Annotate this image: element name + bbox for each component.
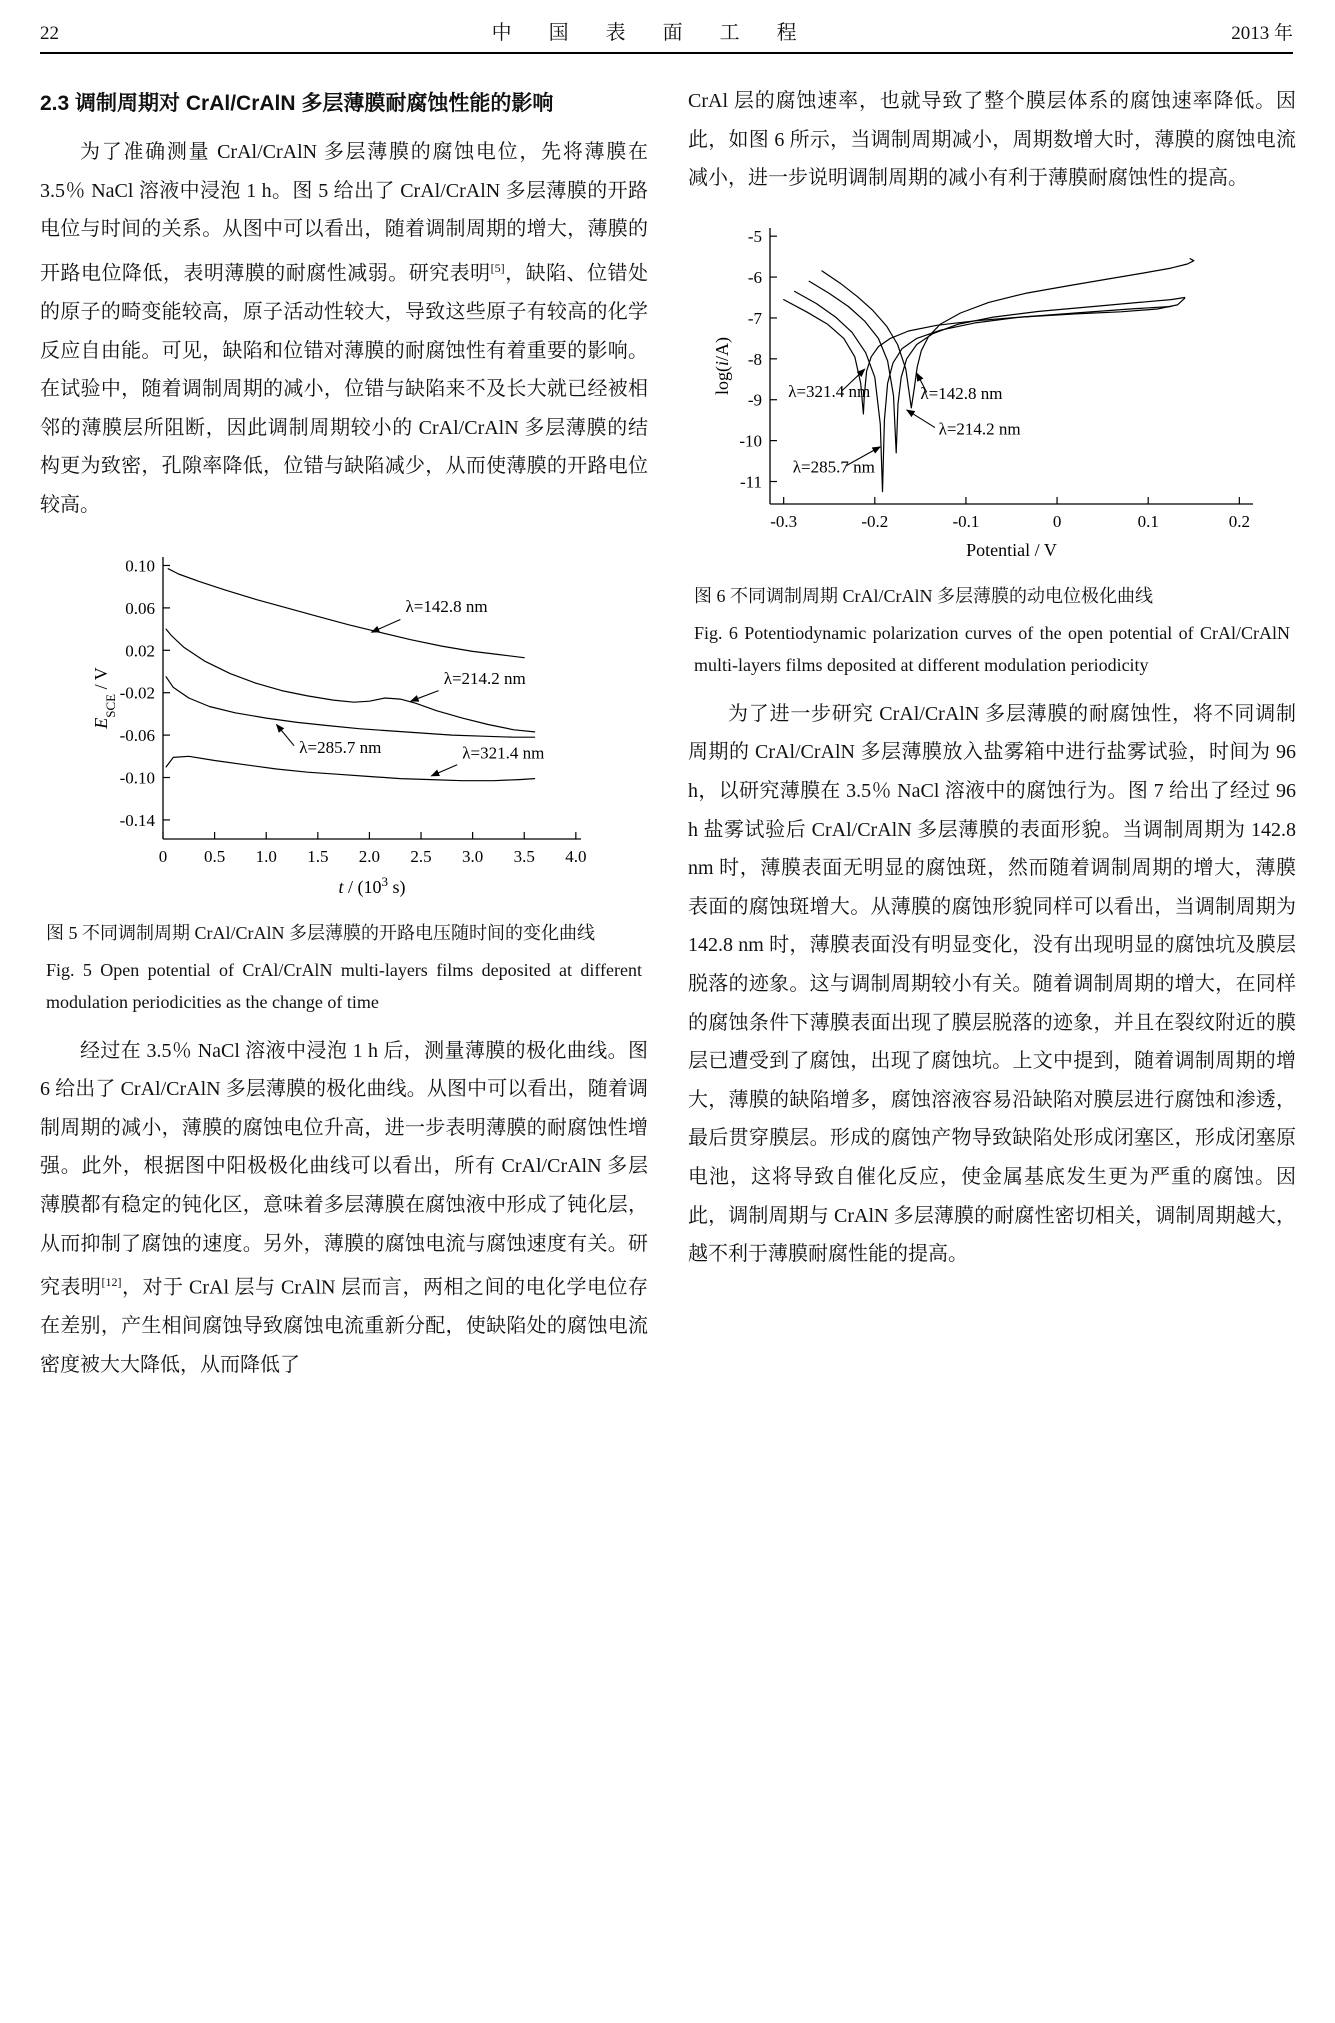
section-heading: 2.3 调制周期对 CrAl/CrAlN 多层薄膜耐腐蚀性能的影响 [40, 92, 554, 115]
svg-text:λ=285.7 nm: λ=285.7 nm [299, 737, 382, 757]
svg-text:4.0: 4.0 [565, 846, 587, 866]
svg-text:λ=321.4 nm: λ=321.4 nm [787, 381, 870, 401]
paragraph-left-1 [40, 133, 648, 525]
paragraph-right-2: 为了进一步研究 CrAl/CrAlN 多层薄膜的耐腐蚀性，将不同调制周期的 CrAl/CrAlN 多层薄膜放入盐雾箱中进行盐雾试验，时间为 96 h，以研究薄膜在 3.5％ NaCl 溶液中的腐蚀行为。图 7 给出了经过 96 h 盐雾试验后 CrAl/CrAlN 多层薄膜的表面形貌。当调制周期为 142.8 nm 时，薄膜表面无明显的腐蚀斑，然而随着调制周期的增大，薄膜表面的腐蚀斑增大。从薄膜的腐蚀形貌同样可以看出，当调制周期为 142.8 nm 时，薄膜表面没有明显变化，没有出现明显的腐蚀坑及膜层脱落的迹象。这与调制周期较小有关。随着调制周期的增大，在同样的腐蚀条件下薄膜表面出现了膜层脱落的迹象，并且在裂纹附近的膜层已遭受到了腐蚀，出现了腐蚀坑。上文中提到，随着调制周期的增大，薄膜的缺陷增多，腐蚀溶液容易沿缺陷对膜层进行腐蚀和渗透，最后贯穿膜层。形成的腐蚀产物导致缺陷处形成闭塞区，形成闭塞原电池，这将导致自催化反应，使金属基底发生更为严重的腐蚀。因此，调制周期与 CrAlN 多层薄膜的耐腐性密切相关，调制周期越大，越不利于薄膜耐腐性能的提高。 [688, 702, 1296, 1266]
fig6-polarization-chart [710, 216, 1275, 568]
svg-text:-8: -8 [747, 349, 762, 369]
svg-text:-0.10: -0.10 [119, 768, 155, 788]
svg-text:t / (103 s): t / ($10^3$ s) [338, 873, 406, 897]
page-number: 22 [40, 23, 59, 44]
svg-text:2.0: 2.0 [358, 846, 381, 866]
svg-text:1.5: 1.5 [307, 846, 329, 866]
svg-text:λ=142.8 nm: λ=142.8 nm [405, 596, 488, 616]
svg-text:2.5: 2.5 [410, 846, 432, 866]
fig5-caption-cn: 图 5 不同调制周期 CrAl/CrAlN 多层薄膜的开路电压随时间的变化曲线 [46, 922, 595, 943]
svg-text:λ=285.7 nm: λ=285.7 nm [792, 457, 875, 477]
svg-text:-0.14: -0.14 [119, 810, 155, 830]
svg-text:-10: -10 [738, 431, 762, 451]
paragraph-text: ，对于 CrAl 层与 CrAlN 层而言，两相之间的电化学电位存在差别，产生相间腐蚀导致腐蚀电流重新分配，使缺陷处的腐蚀电流密度被大大降低，从而降低了 [40, 1276, 649, 1376]
paragraph-text: 经过在 3.5％ NaCl 溶液中浸泡 1 h 后，测量薄膜的极化曲线。图 6 给出了 CrAl/CrAlN 多层薄膜的极化曲线。从图中可以看出，随着调制周期的减小，薄膜的腐蚀电位升高，进一步表明薄膜的耐腐蚀性增强。此外，根据图中阳极极化曲线可以看出，所有 CrAl/CrAlN 多层薄膜都有稳定的钝化区，意味着多层薄膜在腐蚀液中形成了钝化层，从而抑制了腐蚀的速度。另外，薄膜的腐蚀电流与腐蚀速度有关。研究表明 [40, 1039, 648, 1299]
svg-text:3.5: 3.5 [513, 846, 535, 866]
svg-text:0.10: 0.10 [125, 556, 155, 576]
svg-text:1.0: 1.0 [255, 846, 277, 866]
citation-ref-5: [5] [490, 260, 505, 275]
svg-text:0: 0 [1052, 511, 1061, 531]
svg-text:-7: -7 [747, 308, 762, 328]
svg-text:0.06: 0.06 [125, 598, 155, 618]
svg-text:λ=214.2 nm: λ=214.2 nm [443, 668, 526, 688]
svg-text:0.2: 0.2 [1228, 511, 1250, 531]
fig5-open-potential-chart [89, 543, 599, 905]
page-header [40, 16, 1293, 45]
svg-text:λ=321.4 nm: λ=321.4 nm [462, 743, 545, 763]
fig5-caption-en: Fig. 5 Open potential of CrAl/CrAlN multi-layers films deposited at different modulation periodicities as the change of time [46, 959, 642, 1012]
header-rule [40, 52, 1293, 54]
svg-text:-11: -11 [739, 472, 762, 492]
svg-text:3.0: 3.0 [462, 846, 484, 866]
paragraph-text: ，缺陷、位错处的原子的畸变能较高，原子活动性较大，导致这些原子有较高的化学反应自由能。可见，缺陷和位错对薄膜的耐腐蚀性有着重要的影响。在试验中，随着调制周期的减小，位错与缺陷来不及长大就已经被相邻的薄膜层所阻断，因此调制周期较小的 CrAl/CrAlN 多层薄膜的结构更为致密，孔隙率降低，位错与缺陷减少，从而使薄膜的开路电位较高。 [40, 262, 649, 516]
journal-title: 中 国 表 面 工 程 [491, 22, 799, 44]
svg-text:Potential / V: Potential / V [965, 539, 1057, 560]
fig6-caption-cn: 图 6 不同调制周期 CrAl/CrAlN 多层薄膜的动电位极化曲线 [694, 585, 1153, 606]
svg-text:-0.06: -0.06 [119, 725, 155, 745]
svg-text:-5: -5 [747, 226, 762, 246]
svg-text:-0.02: -0.02 [119, 683, 155, 703]
svg-text:-9: -9 [747, 390, 762, 410]
svg-text:0: 0 [158, 846, 168, 866]
svg-text:-0.2: -0.2 [860, 511, 888, 531]
svg-text:ESCE / V: $E_{SCE}$ / V [91, 666, 118, 729]
svg-text:0.5: 0.5 [203, 846, 226, 866]
right-column [688, 82, 1296, 1274]
svg-text:λ=214.2 nm: λ=214.2 nm [938, 419, 1021, 439]
figure-6 [688, 216, 1296, 681]
paragraph-left-2 [40, 1032, 648, 1385]
publication-year: 2013 年 [1231, 23, 1293, 44]
left-column [40, 82, 648, 1385]
paragraph-text: 为了准确测量 CrAl/CrAlN 多层薄膜的腐蚀电位，先将薄膜在 3.5％ NaCl 溶液中浸泡 1 h。图 5 给出了 CrAl/CrAlN 多层薄膜的开路电位与时间的关系。从图中可以看出，随着调制周期的增大，薄膜的开路电位降低，表明薄膜的耐腐性减弱。研究表明 [40, 141, 648, 285]
paragraph-right-1: CrAl 层的腐蚀速率，也就导致了整个膜层体系的腐蚀速率降低。因此，如图 6 所示，当调制周期减小，周期数增大时，薄膜的腐蚀电流减小，进一步说明调制周期的减小有利于薄膜耐腐蚀性的提高。 [688, 90, 1296, 190]
svg-text:0.02: 0.02 [125, 640, 155, 660]
svg-text:-6: -6 [747, 267, 762, 287]
fig6-caption-en: Fig. 6 Potentiodynamic polarization curves of the open potential of CrAl/CrAlN multi-layers films deposited at different modulation periodicity [694, 622, 1290, 675]
svg-text:-0.1: -0.1 [951, 511, 979, 531]
svg-text:log(i/A): log(i/A) [711, 336, 732, 395]
svg-text:-0.3: -0.3 [769, 511, 797, 531]
svg-text:0.1: 0.1 [1137, 511, 1159, 531]
figure-5 [40, 543, 648, 1018]
citation-ref-12: [12] [101, 1275, 122, 1290]
svg-text:λ=142.8 nm: λ=142.8 nm [919, 383, 1002, 403]
